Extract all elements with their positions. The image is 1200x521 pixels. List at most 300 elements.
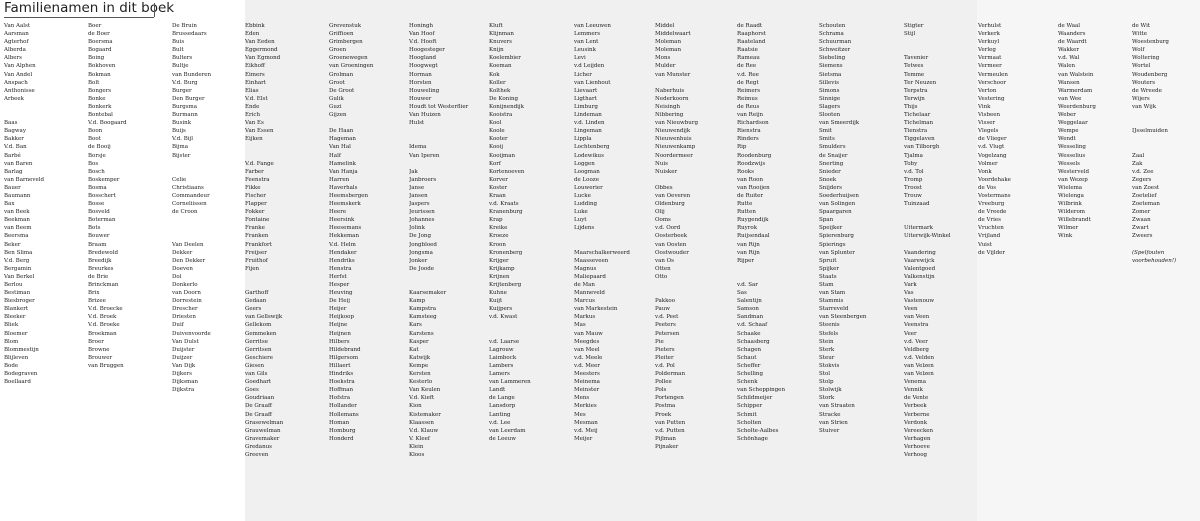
family-name: Vonk bbox=[978, 168, 992, 175]
family-name: Wilbrink bbox=[1058, 201, 1082, 208]
family-name: Meegdes bbox=[574, 338, 600, 345]
family-name: De Haan bbox=[329, 128, 354, 135]
family-name: Vogelzang bbox=[978, 152, 1007, 159]
family-name: Bots bbox=[88, 225, 101, 232]
family-name: Vereecken bbox=[904, 427, 934, 434]
family-name: Freijser bbox=[245, 249, 267, 256]
family-name: Hoogesteger bbox=[409, 47, 445, 54]
family-name: Meijer bbox=[574, 435, 593, 442]
family-name: Kok bbox=[489, 71, 500, 78]
family-name: Temme bbox=[904, 71, 925, 78]
family-name: Wielema bbox=[1058, 184, 1083, 191]
family-name: Stolwijk bbox=[819, 387, 842, 394]
family-name: Kloos bbox=[409, 451, 425, 458]
family-name: Maliepaard bbox=[574, 273, 606, 280]
family-name: Sietsma bbox=[819, 71, 842, 78]
family-name: Zak bbox=[1132, 160, 1143, 167]
family-name: Snijders bbox=[819, 184, 843, 191]
family-name: De Groot bbox=[329, 87, 355, 94]
family-name bbox=[904, 208, 976, 216]
family-name: Dijkstra bbox=[172, 387, 195, 394]
family-name: Stigter bbox=[904, 23, 924, 29]
family-name: Pollee bbox=[655, 379, 672, 386]
family-name: Sillevis bbox=[819, 79, 839, 86]
family-name: Ende bbox=[245, 103, 260, 110]
family-name: Verton bbox=[978, 87, 997, 94]
family-name: Grevenstuk bbox=[329, 23, 362, 29]
family-name: van Smeerdijk bbox=[819, 120, 860, 127]
family-name: Vostermans bbox=[978, 192, 1011, 199]
family-name: Koeman bbox=[489, 63, 512, 70]
family-name: Van Aalst bbox=[4, 23, 31, 29]
family-name: Gravemaker bbox=[245, 435, 280, 442]
family-name: Grauwelman bbox=[245, 427, 281, 434]
family-name: Berlou bbox=[4, 282, 23, 288]
family-name: Wansen bbox=[1058, 79, 1080, 86]
family-name: Van Huizen bbox=[409, 112, 441, 119]
family-name: Buijs bbox=[172, 128, 186, 135]
family-name: Stracke bbox=[819, 411, 841, 418]
family-name: van Wee bbox=[1058, 95, 1082, 102]
family-name: Breedijk bbox=[88, 257, 112, 264]
family-name: Busink bbox=[172, 120, 192, 127]
family-name: v.d. Linden bbox=[574, 120, 605, 127]
family-name: Hollemans bbox=[329, 411, 359, 418]
family-name: Merkies bbox=[574, 403, 597, 410]
family-name: de Vreede bbox=[978, 209, 1007, 216]
family-name: Jaspers bbox=[409, 201, 430, 208]
family-name: Van Egmond bbox=[245, 55, 281, 62]
family-name: Noordermeer bbox=[655, 152, 693, 159]
family-name: V.d. Bijl bbox=[172, 136, 194, 143]
family-name: Pols bbox=[655, 387, 667, 394]
family-name: v.d. Ree bbox=[737, 71, 759, 78]
family-name: Kranenburg bbox=[489, 209, 523, 216]
family-name: Boskemper bbox=[88, 176, 120, 183]
family-name bbox=[1132, 135, 1200, 143]
family-name: Hoffman bbox=[329, 387, 354, 394]
family-name: Ruijsendaal bbox=[737, 233, 770, 240]
family-name: Verberne bbox=[904, 411, 930, 418]
family-name: Petersen bbox=[655, 330, 680, 337]
family-name: Gredanus bbox=[245, 443, 272, 450]
family-name: Vuist bbox=[978, 241, 992, 248]
family-name bbox=[904, 38, 976, 46]
family-name: Hageman bbox=[329, 136, 356, 143]
family-name: Hekkeman bbox=[329, 233, 360, 240]
family-name: v.d. Tol bbox=[904, 168, 924, 175]
family-name: Verkuyl bbox=[978, 39, 1000, 46]
family-name: Spierings bbox=[819, 241, 846, 248]
family-name: Bakker bbox=[4, 136, 24, 143]
family-name: van Putten bbox=[655, 419, 686, 426]
family-name: Schagen bbox=[737, 346, 761, 353]
family-name: de Regt bbox=[737, 79, 759, 86]
family-name: Ebbink bbox=[245, 23, 265, 29]
family-name: Barlag bbox=[4, 168, 23, 175]
family-name: Verhoeve bbox=[904, 443, 930, 450]
family-name: Stam bbox=[819, 282, 834, 288]
family-name: Bontebal bbox=[88, 112, 113, 119]
family-name: Slooten bbox=[819, 112, 841, 119]
family-name: Klein bbox=[409, 443, 424, 450]
family-name: Krijnen bbox=[489, 273, 510, 280]
family-name: Knuvers bbox=[489, 39, 513, 46]
family-name: Guzi bbox=[329, 103, 342, 110]
family-name: Jansen bbox=[409, 192, 428, 199]
family-name: Venema bbox=[904, 379, 927, 386]
family-name: Postma bbox=[655, 403, 676, 410]
family-name: Lijdens bbox=[574, 225, 595, 232]
family-name: Van Hoof bbox=[409, 31, 435, 38]
family-name: V.d. Elst bbox=[245, 95, 268, 102]
family-name: de Ree bbox=[737, 63, 757, 70]
family-name: Goes bbox=[245, 387, 259, 394]
family-name: Kion bbox=[409, 403, 422, 410]
family-name: Waanders bbox=[1058, 31, 1086, 38]
family-name: Eijken bbox=[245, 136, 263, 143]
family-name: Half bbox=[329, 152, 341, 159]
family-name: Bolt bbox=[88, 79, 100, 86]
family-name: Bode bbox=[4, 362, 19, 369]
family-name: Meinema bbox=[574, 379, 600, 386]
family-name: van Tilborgh bbox=[904, 144, 940, 151]
family-name: v.d. Veer bbox=[904, 338, 928, 345]
family-name: Schmit bbox=[737, 411, 757, 418]
family-name: v.d. Oord bbox=[655, 225, 681, 232]
family-name: v.d. Meer bbox=[574, 362, 600, 369]
family-name: Heere bbox=[329, 209, 347, 216]
family-name: Stuiver bbox=[819, 427, 840, 434]
family-name: Wesselius bbox=[1058, 152, 1086, 159]
family-name: Janse bbox=[409, 184, 425, 191]
family-name: Brussedaars bbox=[172, 31, 207, 38]
family-name: Hendriks bbox=[329, 257, 355, 264]
family-name bbox=[4, 111, 82, 119]
family-name: Henstra bbox=[329, 265, 352, 272]
family-name: Vark bbox=[904, 282, 917, 288]
family-name: Stolp bbox=[819, 379, 834, 386]
family-name: (Spelfouten bbox=[1132, 249, 1165, 256]
family-name: Baumann bbox=[4, 192, 31, 199]
family-name: Drescher bbox=[172, 306, 198, 313]
family-name: Hillaert bbox=[329, 362, 351, 369]
family-name: van Roon bbox=[737, 176, 763, 183]
family-name: Bosch bbox=[88, 168, 105, 175]
family-name: V.d. Berg bbox=[4, 257, 30, 264]
family-name: Vermeulen bbox=[978, 71, 1008, 78]
family-name: Van Dijk bbox=[172, 362, 196, 369]
family-name: Schaasberg bbox=[737, 338, 770, 345]
family-name: Boer bbox=[88, 23, 102, 29]
family-name: Krap bbox=[489, 217, 503, 224]
family-name: Volmer bbox=[978, 160, 998, 167]
family-name: Kempe bbox=[409, 362, 429, 369]
family-name: Groenewegen bbox=[329, 55, 368, 62]
family-name: Den Burger bbox=[172, 95, 205, 102]
family-name: Bauer bbox=[4, 184, 21, 191]
family-name: Eimers bbox=[245, 71, 265, 78]
family-name: de Snaijer bbox=[819, 152, 848, 159]
family-name: Stol bbox=[819, 371, 831, 378]
family-name: Pie bbox=[655, 338, 664, 345]
family-name: Breurkes bbox=[88, 265, 114, 272]
family-name: Marcus bbox=[574, 298, 595, 305]
family-name: van Zoest bbox=[1132, 184, 1160, 191]
family-name: Lagrouw bbox=[489, 346, 514, 353]
family-name: van Rooijen bbox=[737, 184, 770, 191]
family-name: de Vlieger bbox=[978, 136, 1007, 143]
family-name: Christiaans bbox=[172, 184, 204, 191]
family-name: Fijen bbox=[245, 265, 260, 272]
family-name: Speijker bbox=[819, 225, 843, 232]
family-name bbox=[1132, 111, 1200, 119]
family-name: Kuhne bbox=[489, 290, 507, 297]
family-name: Ter Neuzen bbox=[904, 79, 937, 86]
family-name bbox=[655, 289, 735, 297]
family-name: Weerdenburg bbox=[1058, 103, 1096, 110]
family-name: Middelwaart bbox=[655, 31, 691, 38]
family-name: Feenstra bbox=[245, 176, 270, 183]
name-column bbox=[245, 22, 327, 459]
family-name: Lamers bbox=[489, 371, 510, 378]
family-name: Dijkers bbox=[172, 371, 192, 378]
family-name: Kat bbox=[409, 346, 419, 353]
family-name: Snerting bbox=[819, 160, 844, 167]
family-name: Mens bbox=[574, 395, 590, 402]
family-name: Bosse bbox=[88, 201, 105, 208]
family-name: Franke bbox=[245, 225, 265, 232]
family-name: Verschoor bbox=[978, 79, 1007, 86]
family-name: Ooms bbox=[655, 217, 671, 224]
family-name: Bulters bbox=[172, 55, 193, 62]
family-name: Kooij bbox=[489, 144, 504, 151]
family-name: Veenstra bbox=[904, 322, 929, 329]
name-column bbox=[819, 22, 901, 435]
family-name: Korf bbox=[489, 160, 501, 167]
family-name: Steur bbox=[819, 354, 835, 361]
family-name: Grolman bbox=[329, 71, 354, 78]
family-name: Verhagen bbox=[904, 435, 931, 442]
family-name: Biesbroger bbox=[4, 298, 35, 305]
family-name: Blankert bbox=[4, 306, 29, 313]
family-name: Kars bbox=[409, 322, 422, 329]
family-name: Willebrandt bbox=[1058, 217, 1091, 224]
family-name: De Bruin bbox=[172, 23, 197, 29]
family-name: Neisingh bbox=[655, 103, 681, 110]
family-name: Giesen bbox=[245, 362, 265, 369]
family-name: Kroon bbox=[489, 241, 506, 248]
family-name: van Strien bbox=[819, 419, 848, 426]
family-name: Gemmeken bbox=[245, 330, 277, 337]
family-name: Geschiere bbox=[245, 354, 273, 361]
family-name: van Rijn bbox=[737, 241, 760, 248]
family-name: Landt bbox=[489, 387, 506, 394]
family-name bbox=[172, 160, 244, 168]
family-name: Verhoog bbox=[904, 451, 928, 458]
family-name: Eikhoff bbox=[245, 63, 265, 70]
family-name: Vennik bbox=[904, 387, 923, 394]
family-name: V.d. Kieft bbox=[409, 395, 435, 402]
family-name: Wortel bbox=[1132, 63, 1151, 70]
family-name: Stein bbox=[819, 338, 834, 345]
family-name: Tuinzaad bbox=[904, 201, 930, 208]
family-name: Nuis bbox=[655, 160, 668, 167]
family-name: Markus bbox=[574, 314, 596, 321]
family-name: Blom bbox=[4, 338, 19, 345]
family-name: Heesemans bbox=[329, 225, 362, 232]
family-name: Otto bbox=[655, 273, 668, 280]
family-name: Klaassen bbox=[409, 419, 434, 426]
family-name: Van Iperen bbox=[409, 152, 440, 159]
family-name: Bonkerk bbox=[88, 103, 112, 110]
family-name: Gerritse bbox=[245, 338, 268, 345]
family-name: van Oeveren bbox=[655, 192, 691, 199]
family-name: van Meel bbox=[574, 346, 600, 353]
family-name: Karstens bbox=[409, 330, 434, 337]
family-name: Uiterwijk-Winkel bbox=[904, 233, 951, 240]
family-name: Lucke bbox=[574, 192, 591, 199]
family-name: Bleeker bbox=[4, 314, 26, 321]
family-name: Rienstra bbox=[737, 128, 761, 135]
family-name: Middel bbox=[655, 23, 675, 29]
family-name: Verkerk bbox=[978, 31, 1000, 38]
family-name: Vrijland bbox=[978, 233, 1001, 240]
family-name: Luyt bbox=[574, 217, 587, 224]
family-name: de Reus bbox=[737, 103, 760, 110]
family-name: Krijkamp bbox=[489, 265, 515, 272]
family-name: Limburg bbox=[574, 103, 598, 110]
family-name: Van Keulen bbox=[409, 387, 441, 394]
family-name: Corneliissen bbox=[172, 201, 207, 208]
family-name: Nieuwendijk bbox=[655, 128, 691, 135]
family-name: v.d. Velden bbox=[904, 354, 935, 361]
family-name: van Beem bbox=[4, 225, 32, 232]
family-name: Schouten bbox=[819, 23, 846, 29]
family-name: Bestiman bbox=[4, 290, 31, 297]
family-name bbox=[737, 273, 815, 281]
family-name: van Wijk bbox=[1132, 103, 1157, 110]
family-name: Griffioen bbox=[329, 31, 354, 38]
family-name: Veen bbox=[904, 306, 918, 313]
family-name: v.d. Peet bbox=[655, 314, 679, 321]
family-name: Thijs bbox=[904, 103, 918, 110]
family-name: Verdonk bbox=[904, 419, 928, 426]
family-name: Raatsie bbox=[737, 47, 758, 54]
family-name: Scholten bbox=[737, 419, 762, 426]
family-name: Homan bbox=[329, 419, 350, 426]
family-name: de Brie bbox=[88, 273, 109, 280]
family-name: Boon bbox=[88, 128, 103, 135]
family-name: Snieder bbox=[819, 168, 841, 175]
family-name: Dorrestein bbox=[172, 298, 202, 305]
family-name: Schuurman bbox=[819, 39, 852, 46]
name-column bbox=[489, 22, 571, 443]
family-name: Bijma bbox=[172, 144, 189, 151]
family-name: Gellekom bbox=[245, 322, 272, 329]
family-name: Roodenburg bbox=[737, 152, 772, 159]
family-name: Tienstra bbox=[904, 128, 928, 135]
family-name: De Graaff bbox=[245, 403, 272, 410]
family-name: Borsje bbox=[88, 152, 106, 159]
family-name: Kaarsemaker bbox=[409, 290, 447, 297]
family-name bbox=[245, 152, 327, 160]
family-name: Beersma bbox=[4, 233, 29, 240]
family-name bbox=[655, 79, 735, 87]
family-name: Buis bbox=[172, 39, 185, 46]
family-name: Van Dulst bbox=[172, 338, 199, 345]
family-name bbox=[1132, 143, 1200, 151]
family-name: van Bruggen bbox=[88, 362, 124, 369]
family-name: de Croon bbox=[172, 209, 198, 216]
family-name: Zegers bbox=[1132, 176, 1152, 183]
family-name: Rip bbox=[737, 144, 747, 151]
family-name: Hoogwegt bbox=[409, 63, 438, 70]
family-name bbox=[904, 46, 976, 54]
family-name bbox=[172, 168, 244, 176]
family-name bbox=[904, 216, 976, 224]
family-name bbox=[574, 241, 654, 249]
family-name: de Raadt bbox=[737, 23, 763, 29]
family-name: van Gils bbox=[245, 371, 268, 378]
family-name: Magnus bbox=[574, 265, 597, 272]
family-name: Walen bbox=[1058, 63, 1076, 70]
family-name: de Boer bbox=[88, 31, 110, 38]
family-name: Smits bbox=[819, 136, 835, 143]
family-name: Bogaard bbox=[88, 47, 112, 54]
family-name: Moleman bbox=[655, 47, 681, 54]
family-name: Tromp bbox=[904, 176, 923, 183]
family-name: Tavenier bbox=[904, 55, 929, 62]
family-name: De Joode bbox=[409, 265, 435, 272]
family-name: Knijn bbox=[489, 47, 504, 54]
family-name: IJsselmuiden bbox=[1132, 128, 1168, 135]
family-name: Jolink bbox=[409, 225, 425, 232]
family-name: Hilbers bbox=[329, 338, 350, 345]
family-name: Lodewikus bbox=[574, 152, 604, 159]
family-name: Bax bbox=[4, 201, 15, 208]
family-name: Goedhart bbox=[245, 379, 272, 386]
family-name: Pakkoo bbox=[655, 298, 676, 305]
family-name: Hendaker bbox=[329, 249, 357, 256]
family-name: van Gellswijk bbox=[245, 314, 283, 321]
family-name bbox=[655, 176, 735, 184]
family-name: Lambers bbox=[489, 362, 514, 369]
family-name: van Solingen bbox=[819, 201, 856, 208]
family-name: Schelling bbox=[737, 371, 763, 378]
family-name: van Steenbergen bbox=[819, 314, 867, 321]
name-column bbox=[978, 22, 1058, 257]
family-name: Dol bbox=[172, 273, 182, 280]
family-name: Uitermark bbox=[904, 225, 933, 232]
family-name: Bagway bbox=[4, 128, 26, 135]
family-name: Hindriks bbox=[329, 371, 354, 378]
family-name: de Wit bbox=[1132, 23, 1151, 29]
family-name: Tichelman bbox=[904, 120, 934, 127]
family-name: Proek bbox=[655, 411, 672, 418]
family-name: Levi bbox=[574, 55, 586, 62]
family-name: de Vos bbox=[978, 184, 997, 191]
family-name: Reimers bbox=[737, 87, 761, 94]
family-name: Ludding bbox=[574, 201, 598, 208]
family-name: Valkenstijn bbox=[904, 273, 935, 280]
family-name bbox=[329, 119, 407, 127]
family-name: Portengen bbox=[655, 395, 684, 402]
family-name: van Splunter bbox=[819, 249, 855, 256]
family-name: Rutte bbox=[737, 201, 753, 208]
name-column bbox=[88, 22, 166, 370]
family-name: Aarsman bbox=[4, 31, 29, 38]
